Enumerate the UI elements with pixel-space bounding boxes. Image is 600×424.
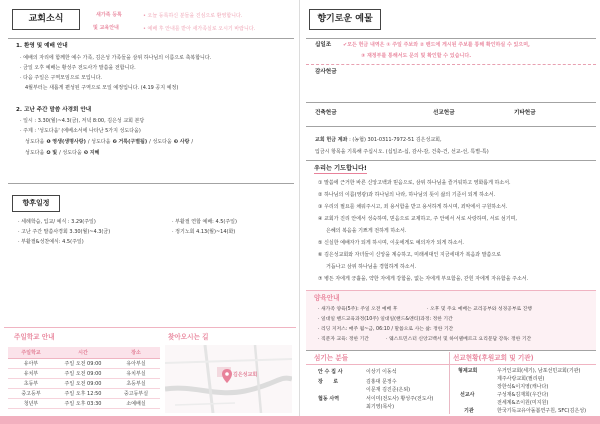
table-cell: 초등부 xyxy=(8,378,54,388)
topic-separator: / xyxy=(191,139,194,145)
section1-title: 1. 환영 및 예배 안내 xyxy=(16,43,68,49)
column-divider xyxy=(449,352,450,414)
divider xyxy=(306,38,596,39)
table-cell: 유치부 xyxy=(8,368,54,378)
directions-title: 찾아오시는 길 xyxy=(168,333,209,341)
tithe-note: ③ 재정부를 통해서도 문의 및 확인할 수 있습니다. xyxy=(361,53,472,59)
prayer-item-continued: 은혜의 복음을 기쁘게 전하게 하소서. xyxy=(326,228,407,234)
section2-topics-line xyxy=(25,150,99,156)
thanks-offering-label: 감사헌금 xyxy=(315,69,337,75)
nurture-item: · 직분자 교육: 정한 기간 xyxy=(318,337,369,342)
schedule-item: · 고난 주간 말씀사경회 3.30(월)~4.3(금) xyxy=(18,229,111,235)
section2-line: · 주제 : '성도다움' (에베소서에 나타난 5가지 성도다움) xyxy=(20,128,141,134)
mission-item: 전세계&조이원(미지원) xyxy=(497,400,549,406)
table-cell: 초등부실 xyxy=(112,378,160,388)
table-cell: 중고등부실 xyxy=(112,388,160,398)
prayer-item: ③ 우리의 필요를 채워주시고, 죄 용서함을 받고 용서하게 하시며, 죄악에서 구원하소서. xyxy=(318,204,508,210)
section1-line: 4월부터는 새롭게 편성된 구역으로 모일 예정입니다. (4.19 공지 예정) xyxy=(25,85,179,91)
mission-type: 기관 xyxy=(464,408,474,414)
nurture-item: · 오후 및 주요 예배는 교리공부와 성경공부로 진행 xyxy=(427,307,532,312)
table-row xyxy=(8,388,160,398)
topic-name: ❶ 영생(생명사랑) xyxy=(46,139,86,145)
server-names: 김홍대 문정수 xyxy=(366,379,397,385)
topic-prefix: / 성도다움 xyxy=(87,139,111,145)
nurture-item: · 새가족 양육(5주): 주일 오전 예배 후 xyxy=(318,307,398,312)
table-cell: 주일 오전 09:00 xyxy=(54,358,112,368)
tithe-note: ✔모든 헌금 내역은 ① 주일 주보와 ② 밴드에 게시된 주보를 통해 확인하실 수 있으며, xyxy=(343,42,530,48)
topic-prefix: 성도다움 xyxy=(25,150,45,156)
nurture-item: · 리딩 지저스: 매주 월~금, 06:10 / 말씀으로 사는 삶: 정한 기간 xyxy=(318,327,454,332)
server-names: 최기영(목사) xyxy=(366,404,395,410)
newcomer-note: • 예배 후 안내를 받아 새가족실로 오시기 바랍니다. xyxy=(143,26,256,32)
divider xyxy=(306,126,596,127)
newcomer-label-line1: 새가족 등록 xyxy=(96,12,122,18)
map-marker-label: 김은성교회 xyxy=(233,372,258,378)
nurture-item: · 웨스트민스터 신앙고백서 및 하이델베르크 요리문답 강독: 정한 기간 xyxy=(386,337,532,342)
column-header: 장소 xyxy=(112,347,160,358)
account-number: : (농협) 301-0311-7972-51 김은성교회, xyxy=(349,137,442,143)
mission-item: 장한석&이지영(캐나다) xyxy=(497,384,549,390)
prayer-item: ② 하나님의 이름(영광)과 하나님의 나라, 하나님의 뜻이 삶의 기준이 되게 하소서. xyxy=(318,192,496,198)
table-cell: 주일 오후 12:50 xyxy=(54,388,112,398)
table-cell: 주일 오후 03:30 xyxy=(54,398,112,408)
schedule-item: · 부활절&성찬예식: 4.5(주일) xyxy=(18,239,84,245)
schedule-item: · 정기노회 4.13(월)~14(화) xyxy=(172,229,236,235)
nurture-title: 양육안내 xyxy=(314,294,340,302)
mission-type: 형제교회 xyxy=(458,368,478,374)
divider xyxy=(306,64,596,65)
topic-name: ❷ 거룩(구별됨) xyxy=(112,139,148,145)
nurture-item: · 일대일 핸드교육과정(10주) 일대일(핸드&멘티)과정: 정한 기간 xyxy=(318,317,453,322)
mission-item: 구성재&김재희(우간다) xyxy=(497,392,549,398)
divider xyxy=(306,364,596,365)
prayer-item-continued: 거듭나고 삼위 하나님을 경험하게 하소서. xyxy=(326,264,417,270)
server-role: 장 로 xyxy=(318,379,339,385)
server-role: 안 수 집 사 xyxy=(318,369,343,375)
divider xyxy=(8,38,294,39)
section1-line: · 금일 오후 예배는 황성주 전도사가 말씀을 전합니다. xyxy=(20,65,136,71)
topic-prefix: / 성도다움 xyxy=(59,150,82,156)
server-names: 이문재 김진준(은퇴) xyxy=(366,387,411,393)
column-header: 주일학교 xyxy=(8,347,54,358)
account-note: 입금시 항목을 기록해 주십시오. (십일조-십, 감사-감, 건축-건, 선교-선, 특별-특) xyxy=(315,149,489,155)
divider xyxy=(4,327,296,328)
divider xyxy=(306,160,596,161)
divider xyxy=(306,102,596,103)
table-header-row xyxy=(8,347,160,358)
prayer-item: ⑦ 병든 자에게 긍휼을, 약한 자에게 강함을, 없는 자에게 부요함을, 갇힌 자에게 자유함을 주소서. xyxy=(318,276,529,282)
servers-title: 섬기는 분들 xyxy=(314,354,349,362)
schedule-item: · 세례학습, 입교/ 예식 : 3.29(주일) xyxy=(18,219,96,225)
mission-item: 우거인교회(세기), 남포선민교회(기관) xyxy=(497,368,581,374)
page-divider xyxy=(299,0,300,416)
account-info xyxy=(315,137,442,143)
prayer-title: 우리는 기도합니다! xyxy=(314,165,367,172)
table-cell: 청년부 xyxy=(8,398,54,408)
server-role: 협동 사역 xyxy=(318,396,340,402)
sunday-school-title: 주일학교 안내 xyxy=(14,333,55,341)
topic-name: ❸ 사랑 xyxy=(173,139,190,145)
table-cell: 유아부 xyxy=(8,358,54,368)
table-cell: 주일 오전 09:00 xyxy=(54,378,112,388)
directions-map xyxy=(165,345,292,413)
church-news-title: 교회소식 xyxy=(12,9,80,30)
divider xyxy=(8,183,294,184)
table-row xyxy=(8,368,160,378)
table-cell: 유치부실 xyxy=(112,368,160,378)
topic-name: ❹ 빛 xyxy=(46,150,58,156)
topic-prefix: / 성도다움 xyxy=(149,139,172,145)
server-names: 서이미(전도사) 황성주(전도사) xyxy=(366,396,434,402)
bottom-band xyxy=(0,416,600,424)
mission-item: 제주사랑교회(필리핀) xyxy=(497,376,545,382)
schedule-item: · 부활절 연합 예배: 4.5(주일) xyxy=(172,219,237,225)
section2-topics-line xyxy=(25,139,193,145)
prayer-item: ⑤ 신실한 예배자가 되게 하시며, 이웃에게도 예의자가 되게 하소서. xyxy=(318,240,464,246)
divider xyxy=(306,350,596,351)
table-cell: 주일 오전 09:00 xyxy=(54,368,112,378)
newcomer-label-line2: 및 교육안내 xyxy=(93,25,119,31)
mission-offering-label: 선교헌금 xyxy=(433,110,455,116)
table-row xyxy=(8,358,160,368)
server-names: 이상기 이동석 xyxy=(366,369,397,375)
topic-name: ❺ 지혜 xyxy=(83,150,100,156)
newcomer-note: • 오늘 등록하신 분들을 진심으로 환영합니다. xyxy=(143,13,243,19)
other-offering-label: 기타헌금 xyxy=(514,110,536,116)
prayer-item: ④ 교회가 진리 안에서 성숙하며, 믿음으로 교제하고, 주 안에서 서로 사랑하며, 서로 섬기며, xyxy=(318,216,517,222)
offering-title: 향기로운 예물 xyxy=(309,9,381,30)
prayer-item: ① 말씀에 근거한 바른 신앙고백과 믿음으로, 삼위 하나님을 즐거워하고 영화롭게 하소서. xyxy=(318,180,511,186)
mission-item: 한국기독교유아돌봄연구원, SFC(김은성) xyxy=(497,408,587,414)
table-cell: 유아부실 xyxy=(112,358,160,368)
sunday-school-table xyxy=(8,347,160,409)
topic-prefix: 성도다움 xyxy=(25,139,45,145)
account-label: 교회 헌금 계좌 xyxy=(315,137,348,143)
table-row xyxy=(8,378,160,388)
prayer-item: ⑥ 김은성교회와 자녀들이 신앙을 계승하고, 미래세대인 지금세대가 복음과 말씀으로 xyxy=(318,252,502,258)
section2-title: 2. 고난 주간 말씀 사경회 안내 xyxy=(16,107,92,113)
table-cell: 소예배실 xyxy=(112,398,160,408)
section2-line: · 일시 : 3.30(월)~4.3(금), 저녁 8:00, 김은성 교회 본당 xyxy=(20,118,145,124)
column-header: 시간 xyxy=(54,347,112,358)
schedule-title: 향후일정 xyxy=(12,195,60,212)
building-offering-label: 건축헌금 xyxy=(315,110,337,116)
section1-line: · 예배의 자리에 함께한 예수 가족, 김은성 가족들을 삼위 하나님의 이름으로 축복합니다. xyxy=(20,55,212,61)
section1-line: · 다음 주일은 구역모임으로 모입니다. xyxy=(20,75,102,81)
tithe-label: 십일조 xyxy=(315,42,332,48)
table-row xyxy=(8,398,160,408)
mission-type: 선교사 xyxy=(460,392,475,398)
missions-title: 선교현황(후원교회 및 기관) xyxy=(453,354,534,362)
table-cell: 중고등부 xyxy=(8,388,54,398)
